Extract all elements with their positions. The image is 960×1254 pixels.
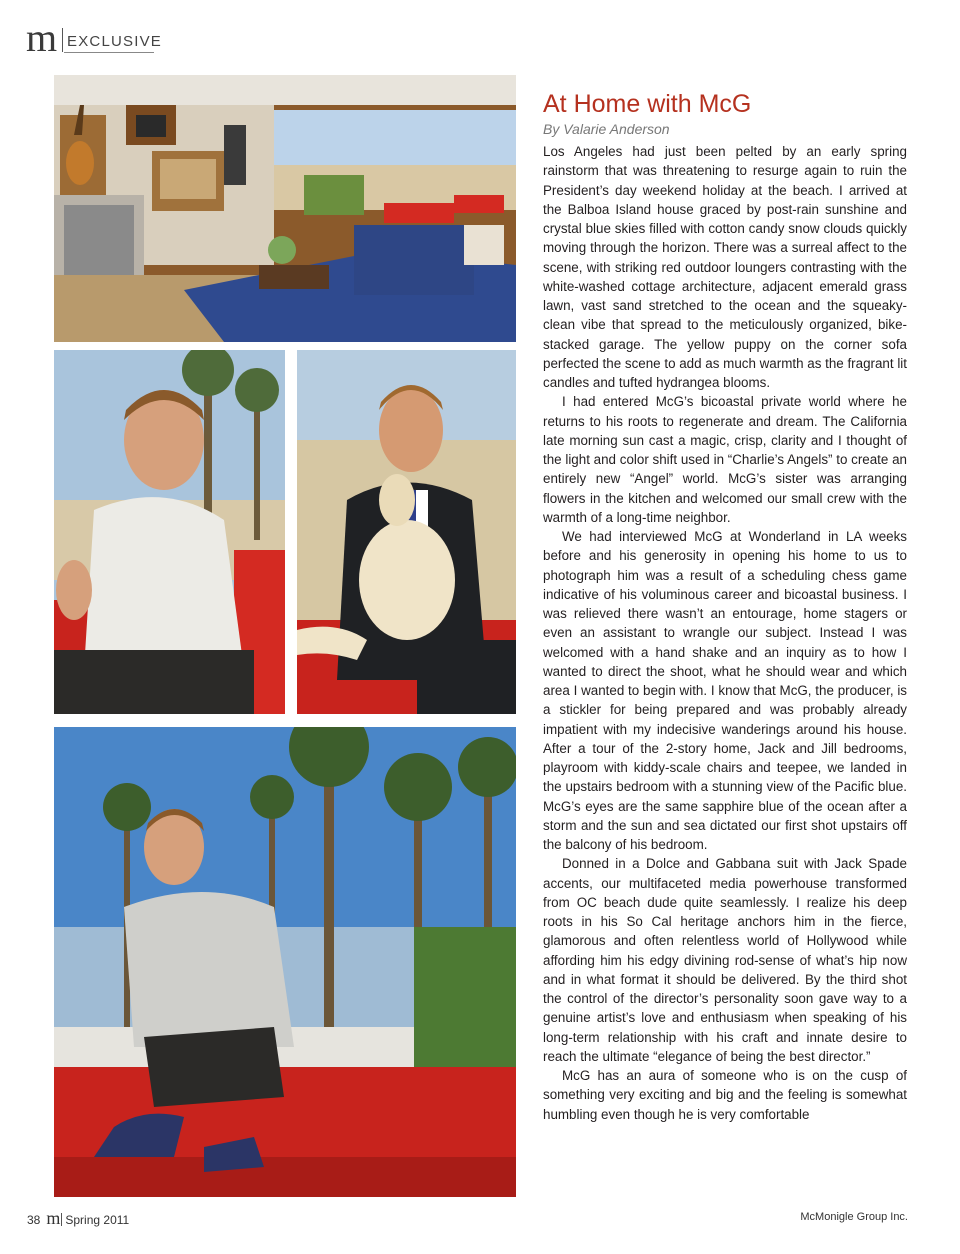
photo-living-room	[54, 75, 516, 342]
article-byline: By Valarie Anderson	[543, 121, 670, 137]
article-paragraph: I had entered McG’s bicoastal private world where he returns to his roots to regenerate and dream. The California late morning sun cast a magic, crisp, clarity and I thought of the light and color shift used in “Charlie’s Angels” to create an entirely new “Angel” world. McG’s sister was arranging flowers in the kitchen and welcomed our small crew with the warmth of a long-time neighbor.	[543, 394, 907, 525]
photo-man-palms	[54, 727, 516, 1197]
footer-logo: m	[46, 1208, 61, 1228]
header-rule	[64, 52, 154, 53]
header-divider	[62, 28, 63, 52]
issue-label: Spring 2011	[65, 1213, 130, 1227]
footer-divider	[61, 1213, 62, 1226]
article-paragraph: Donned in a Dolce and Gabbana suit with Jack Spade accents, our multifaceted media powerhouse transformed from OC beach dude quite seamlessly. I realize his deep roots in his So Cal heritage anchors him in the fierce, glamorous and often relentless world of Hollywood while affording him his edgy divining rod-sense of what’s hip now and in what format it should be delivered. By the third shot the control of the director’s personality soon gave way to a genuine artist’s love and enthusiasm when speaking of his long-term relationship with his craft and innate desire to reach the ultimate “elegance of being the best director.”	[543, 856, 907, 1064]
section-label: EXCLUSIVE	[67, 33, 162, 50]
article-paragraph: Los Angeles had just been pelted by an early spring rainstorm that was threatening to resurge again to ruin the President’s day weekend holiday at the beach. I arrived at the Balboa Island house graced by post-rain sunshine and crystal blue skies filled with cotton candy snow clouds quickly moving through the horizon. There was a surreal affect to the scene, with striking red outdoor loungers contrasting with the white-washed cottage architecture, adjacent emerald grass lawn, vast sand stretched to the ocean and the squeaky-clean vibe that spread to the meticulously organized, bike-stacked garage. The yellow puppy on the corner sofa perfected the scene to add as much warmth as the fragrant lit candles and tufted hydrangea blooms.	[543, 144, 907, 390]
article-body	[543, 142, 907, 1202]
publisher-label: McMonigle Group Inc.	[800, 1211, 908, 1223]
article-title: At Home with McG	[543, 90, 752, 118]
article-paragraph: We had interviewed McG at Wonderland in LA weeks before and his generosity in opening his home to us to photograph him was a result of a scheduling chess game indicative of his voluminous career and bicoastal business. I was relieved there wasn’t an entourage, home stagers or even an assistant to wrangle our subject. Instead I was welcomed with a hand shake and an inquiry as to how I wanted to direct the shoot, what he should wear and which area I wanted to begin with. I know that McG, the producer, is a stickler for being prepared and was probably already impatient with my indecisive wanderings around his house. After a tour of the 2-story home, Jack and Jill bedrooms, playroom with kiddy-scale chairs and teepee, we landed in the upstairs bedroom with a stunning view of the Pacific blue. McG’s eyes are the same sapphire blue of the ocean after a storm and the sun and sea dictated our first shot upstairs off the balcony of his bedroom.	[543, 529, 907, 852]
photo-man-sofa	[54, 350, 285, 714]
footer-left	[27, 1208, 129, 1229]
photo-man-puppy	[297, 350, 516, 714]
magazine-logo: m	[26, 15, 58, 60]
article-paragraph: McG has an aura of someone who is on the cusp of something very exciting and big and the feeling is somewhat humbling even though he is very comfortable	[543, 1068, 907, 1122]
page-number: 38	[27, 1213, 41, 1227]
